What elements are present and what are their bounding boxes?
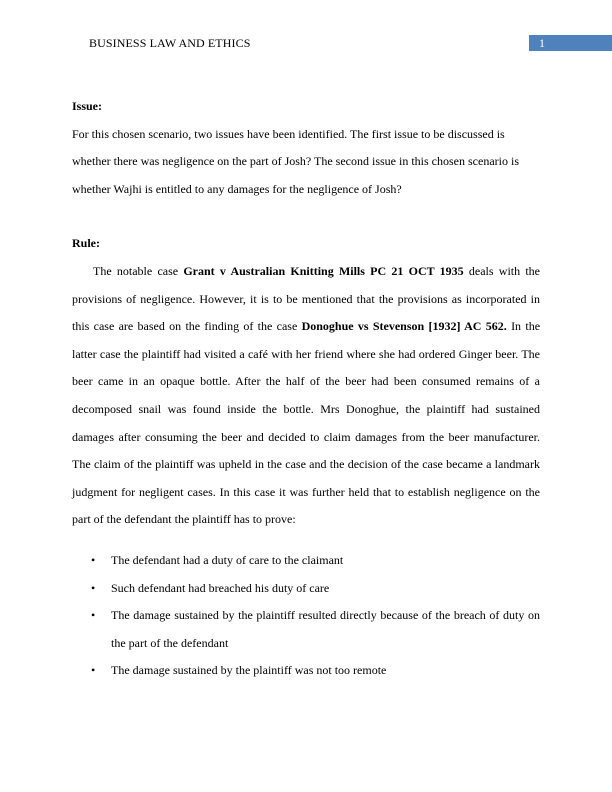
rule-text-part-3: In the latter case the plaintiff had visited a café with her friend where she had ordered Ginger beer. The beer came in an opaque bottle. After the half of the beer had been consumed remains of a decomposed snail was found inside the bottle. Mrs Donoghue, the plaintiff had sustained damages after consuming the beer and decided to claim damages from the beer manufacturer. The claim of the plaintiff was upheld in the case and the decision of the case became a landmark judgment for negligent cases. In this case it was further held that to establish negligence on the part of the defendant the plaintiff has to prove:: [72, 319, 541, 527]
list-item-text: The defendant had a duty of care to the claimant: [111, 552, 344, 567]
issue-paragraph: For this chosen scenario, two issues have been identified. The first issue to be discussed is whether there was negligence on the part of Josh? The second issue in this chosen scenario is whether Wajhi is entitled to any damages for the negligence of Josh?: [72, 126, 519, 196]
document-body: [72, 93, 540, 685]
list-item: [72, 547, 540, 575]
case-citation-donoghue: Donoghue vs Stevenson [1932] AC 562.: [301, 319, 507, 334]
section-spacer: [72, 203, 540, 230]
rule-heading: Rule:: [72, 236, 100, 251]
list-item-text: Such defendant had breached his duty of care: [111, 580, 330, 595]
bullet-icon: •: [91, 663, 96, 678]
rule-text-part-1: The notable case: [93, 263, 184, 278]
bullet-icon: •: [91, 552, 96, 567]
list-item: [72, 575, 540, 603]
issue-heading: Issue:: [72, 99, 103, 113]
list-item-text: The damage sustained by the plaintiff was not too remote: [111, 663, 387, 678]
bullet-icon: •: [91, 608, 96, 623]
bullet-icon: •: [91, 580, 96, 595]
page-number: 1: [539, 36, 545, 50]
negligence-elements-list: [72, 547, 540, 685]
running-header-title: BUSINESS LAW AND ETHICS: [89, 36, 251, 50]
list-item-text: The damage sustained by the plaintiff resulted directly because of the breach of duty on the part of the defendant: [111, 608, 540, 650]
list-item: [72, 657, 540, 685]
list-spacer: [72, 534, 540, 547]
rule-text-part-2: deals with the provisions of negligence. However, it is to be mentioned that the provisions as incorporated in this case are based on the finding of the case: [72, 263, 541, 334]
rule-paragraph: [72, 258, 540, 534]
case-citation-grant: Grant v Australian Knitting Mills PC 21 OCT 1935: [183, 263, 464, 278]
page-number-box: [529, 35, 612, 51]
list-item: [72, 602, 540, 657]
